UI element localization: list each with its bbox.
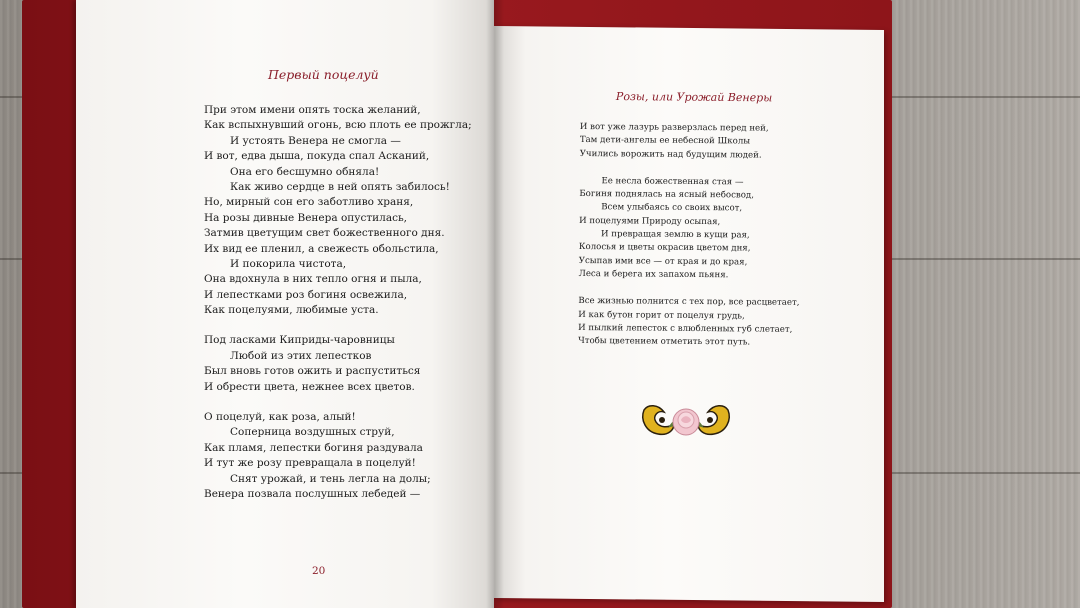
poem-line: Учились ворожить над будущим людей. <box>579 148 762 161</box>
poem-line: Их вид ее пленил, а свежесть обольстила, <box>204 242 439 255</box>
poem-line: И тут же розу превращала в поцелуй! <box>204 457 416 470</box>
poem-line: Усыпав ими все — от края и до края, <box>578 255 748 268</box>
poem-line: Ее несла божественная стая — <box>601 176 744 188</box>
poem-line: Как пламя, лепестки богиня раздувала <box>204 441 423 454</box>
poem-line: Как живо сердце в ней опять забилось! <box>230 180 450 193</box>
stanza-gap <box>204 318 472 333</box>
right-poem-text <box>578 121 801 350</box>
poem-line: Она вдохнула в них тепло огня и пыла, <box>204 273 422 286</box>
left-poem-text <box>204 103 472 502</box>
poem-line: И обрести цвета, нежнее всех цветов. <box>204 380 415 393</box>
poem-line: Леса и берега их запахом пьяня. <box>578 268 729 281</box>
poem-line: И покорила чистота, <box>230 257 347 270</box>
poem-line: Всем улыбаясь со своих высот, <box>601 202 743 214</box>
poem-line: И как бутон горит от поцелуя грудь, <box>578 309 745 322</box>
page-number: 20 <box>312 565 326 577</box>
poem-line: Богиня поднялась на ясный небосвод, <box>579 189 755 201</box>
poem-line: Затмив цветущим свет божественного дня. <box>204 227 445 240</box>
poem-line: И вот уже лазурь разверзлась перед ней, <box>579 121 769 134</box>
stanza-gap <box>204 395 472 410</box>
poem-line: И превращая землю в кущи рая, <box>600 229 750 241</box>
poem-line: Все жизнью полнится с тех пор, все расцветает, <box>578 296 800 309</box>
poem-line: И пылкий лепесток с влюбленных губ слетает, <box>578 322 793 335</box>
poem-line: Как вспыхнувший огонь, всю плоть ее прожгла; <box>204 119 472 132</box>
poem-line: Чтобы цветением отметить этот путь. <box>578 336 751 348</box>
left-page-title: Первый поцелуй <box>268 67 379 82</box>
poem-line: При этом имени опять тоска желаний, <box>204 104 421 116</box>
rose-ornament-icon <box>638 398 734 446</box>
poem-line: И устоять Венера не смогла — <box>230 134 401 147</box>
poem-line: Снят урожай, и тень легла на долы; <box>230 472 431 485</box>
book-gutter <box>486 0 504 608</box>
poem-line: Был вновь готов ожить и распуститься <box>204 365 421 378</box>
poem-line: О поцелуй, как роза, алый! <box>204 411 356 424</box>
poem-line: Как поцелуями, любимые уста. <box>204 304 379 317</box>
poem-line: На розы дивные Венера опустилась, <box>204 211 408 224</box>
poem-line: Под ласками Киприды-чаровницы <box>204 334 395 347</box>
poem-line: И вот, едва дыша, покуда спал Асканий, <box>204 150 430 163</box>
poem-line: Венера позвала послушных лебедей — <box>204 487 421 500</box>
poem-line: Там дети-ангелы ее небесной Школы <box>579 135 751 147</box>
poem-line: Она его бесшумно обняла! <box>230 165 380 178</box>
poem-line: И поцелуями Природу осыпая, <box>579 215 721 228</box>
poem-line: Любой из этих лепестков <box>230 349 372 362</box>
right-page-title: Розы, или Урожай Венеры <box>615 90 773 105</box>
poem-line: Колосья и цветы окрасив цветом дня, <box>578 242 751 254</box>
poem-line: Соперница воздушных струй, <box>230 426 395 439</box>
poem-line: И лепестками роз богиня освежила, <box>204 288 408 301</box>
poem-line: Но, мирный сон его заботливо храня, <box>204 196 414 209</box>
